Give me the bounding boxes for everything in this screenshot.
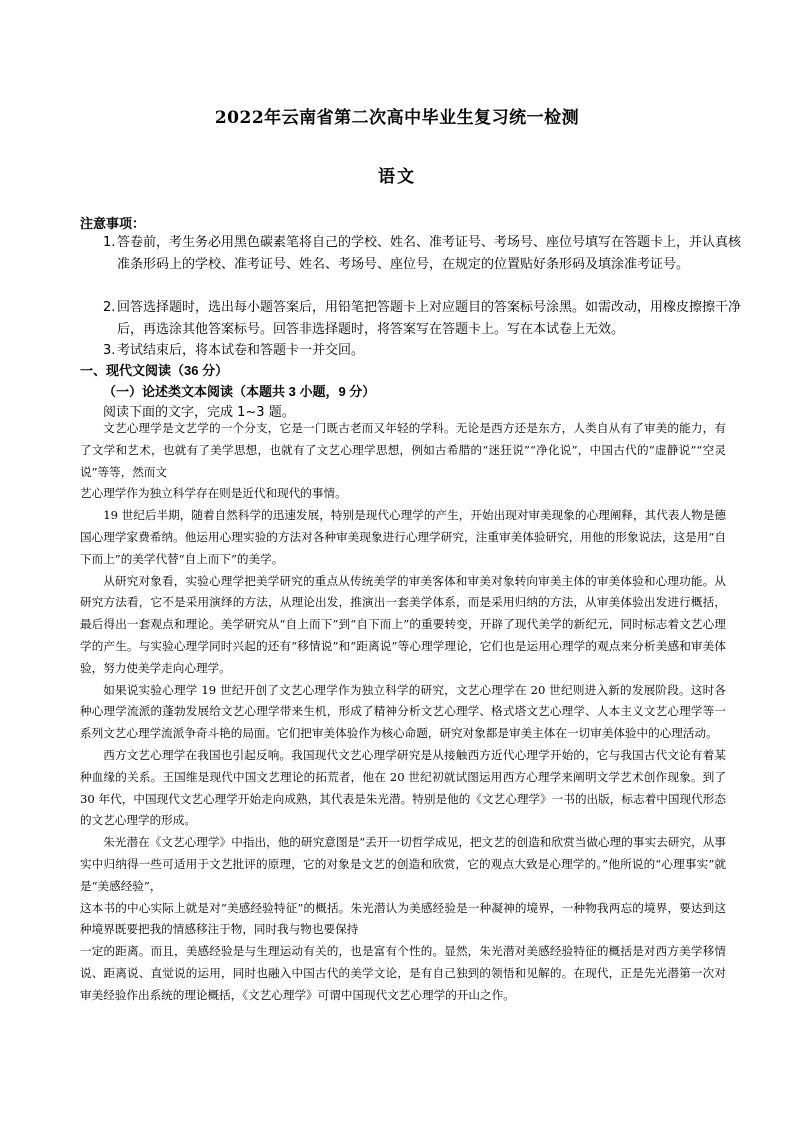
passage-paragraph: 这本书的中心实际上就是对“美感经验特征”的概括。朱光潜认为美感经验是一种凝神的境界，一种物我两忘的境界，要达到这种境界既要把我的情感移注于物，同时我与物也要保持 [80,900,726,937]
notice-item-text: 回答选择题时，选出每小题答案后，用铅笔把答题卡上对应题目的答案标号涂黑。如需改动，用橡皮擦擦干净后，再选涂其他答案标号。回答非选择题时，将答案写在答题卡上。写在本试卷上无效。 [117,300,742,337]
passage-paragraph: 如果说实验心理学 19 世纪开创了文艺心理学作为独立科学的研究，文艺心理学在 20 世纪则进入新的发展阶段。这时各种心理学流派的蓬勃发展给文艺心理学带来生机，形成了精神分析文艺心理学、格式塔文艺心理学、人本主义文艺心理学等一系列文艺心理学流派争奇斗艳的局面。它们把审美体验作为核心命题，研究对象都是审美主体在一切审美体验中的心理活动。 [80,682,726,741]
notice-heading: 注意事项： [80,216,146,231]
notice-item [103,297,743,340]
notice-item-text: 答卷前，考生务必用黑色碳素笔将自己的学校、姓名、准考证号、考场号、座位号填写在答题卡上，并认真核准条形码上的学校、准考证号、姓名、考场号、座位号，在规定的位置贴好条形码及填涂准考证号。 [117,235,742,272]
reading-passage [80,418,726,1007]
notice-item-number: 2. [103,300,116,315]
passage-paragraph: 一定的距离。而且，美感经验是与生理运动有关的，也是富有个性的。显然，朱光潜对美感经验特征的概括是对西方美学移情说、距离说、直觉说的运用，同时也融入中国古代的美学文论，是有自己独到的领悟和见解的。在现代，正是先光潜第一次对审美经验作出系统的理论概括，《文艺心理学》可谓中国现代文艺心理学的开山之作。 [80,944,726,1002]
notice-item [103,232,743,275]
reading-instruction: 阅读下面的文字，完成 1~3 题。 [103,405,295,420]
passage-paragraph: 文艺心理学是文艺学的一个分支，它是一门既古老而又年轻的学科。无论是西方还是东方，人类自从有了审美的能力，有了文学和艺术，也就有了美学思想，也就有了文艺心理学思想，例如古希腊的“迷狂说”“净化说”，中国古代的“虚静说”“空灵说”等等，然而文 [80,421,726,479]
passage-paragraph: 朱光潜在《文艺心理学》中指出，他的研究意图是“丢开一切哲学成见，把文艺的创造和欣赏当做心理的事实去研究，从事实中归纳得一些可适用于文艺批评的原理，它的对象是文艺的创造和欣赏，它的观点大致是心理学的。”他所说的“心理事实”就是“美感经验”， [80,835,726,893]
notice-item-text: 考试结束后，将本试卷和答题卡一并交回。 [117,343,365,358]
passage-paragraph: 艺心理学作为独立科学存在则是近代和现代的事情。 [80,486,347,501]
passage-paragraph: 19 世纪后半期，随着自然科学的迅速发展，特别是现代心理学的产生，开始出现对审美现象的心理阐释，其代表人物是德国心理学家费希纳。他运用心理实验的方法对各种审美现象进行心理学研究，注重审美体验研究，用他的形象说法，这是用“自下而上”的美学代替“自上而下”的美学。 [80,508,726,566]
notice-item-number: 3. [103,343,116,358]
notice-item-number: 1. [103,235,116,250]
subject-title: 语文 [378,167,416,187]
passage-paragraph: 西方文艺心理学在我国也引起反响。我国现代文艺心理学研究是从接触西方近代心理学开始的，它与我国古代文论有着某种血缘的关系。王国维是现代中国文艺理论的拓荒者，他在 20 世纪初就试图运用西方心理学来阐明文学艺术创作现象。到了 30 年代，中国现代文艺心理学开始走向成熟，其代表是朱光潜。特别是他的《文艺心理学》一书的出版，标志着中国现代形态的文艺心理学的形成。 [80,747,726,828]
passage-paragraph: 从研究对象看，实验心理学把美学研究的重点从传统美学的审美客体和审美对象转向审美主体的审美体验和心理功能。从研究方法看，它不是采用演绎的方法，从理论出发，推演出一套美学体系，而是采用归纳的方法，从审美体验出发进行概括，最后得出一套观点和理论。美学研究从“自上而下”到“自下而上”的重要转变，开辟了现代美学的新纪元，同时标志着文艺心理学的产生。与实验心理学同时兴起的还有“移情说”和“距离说”等心理学理论，它们也是运用心理学的观点来分析美感和审美体验，努力使美学走向心理学。 [80,573,726,675]
section-heading: 一、现代文阅读（36 分） [80,363,229,378]
subsection-heading: （一）论述类文本阅读（本题共 3 小题，9 分） [103,384,376,399]
notice-item [103,340,743,362]
exam-title: 2022年云南省第二次高中毕业生复习统一检测 [214,108,580,128]
